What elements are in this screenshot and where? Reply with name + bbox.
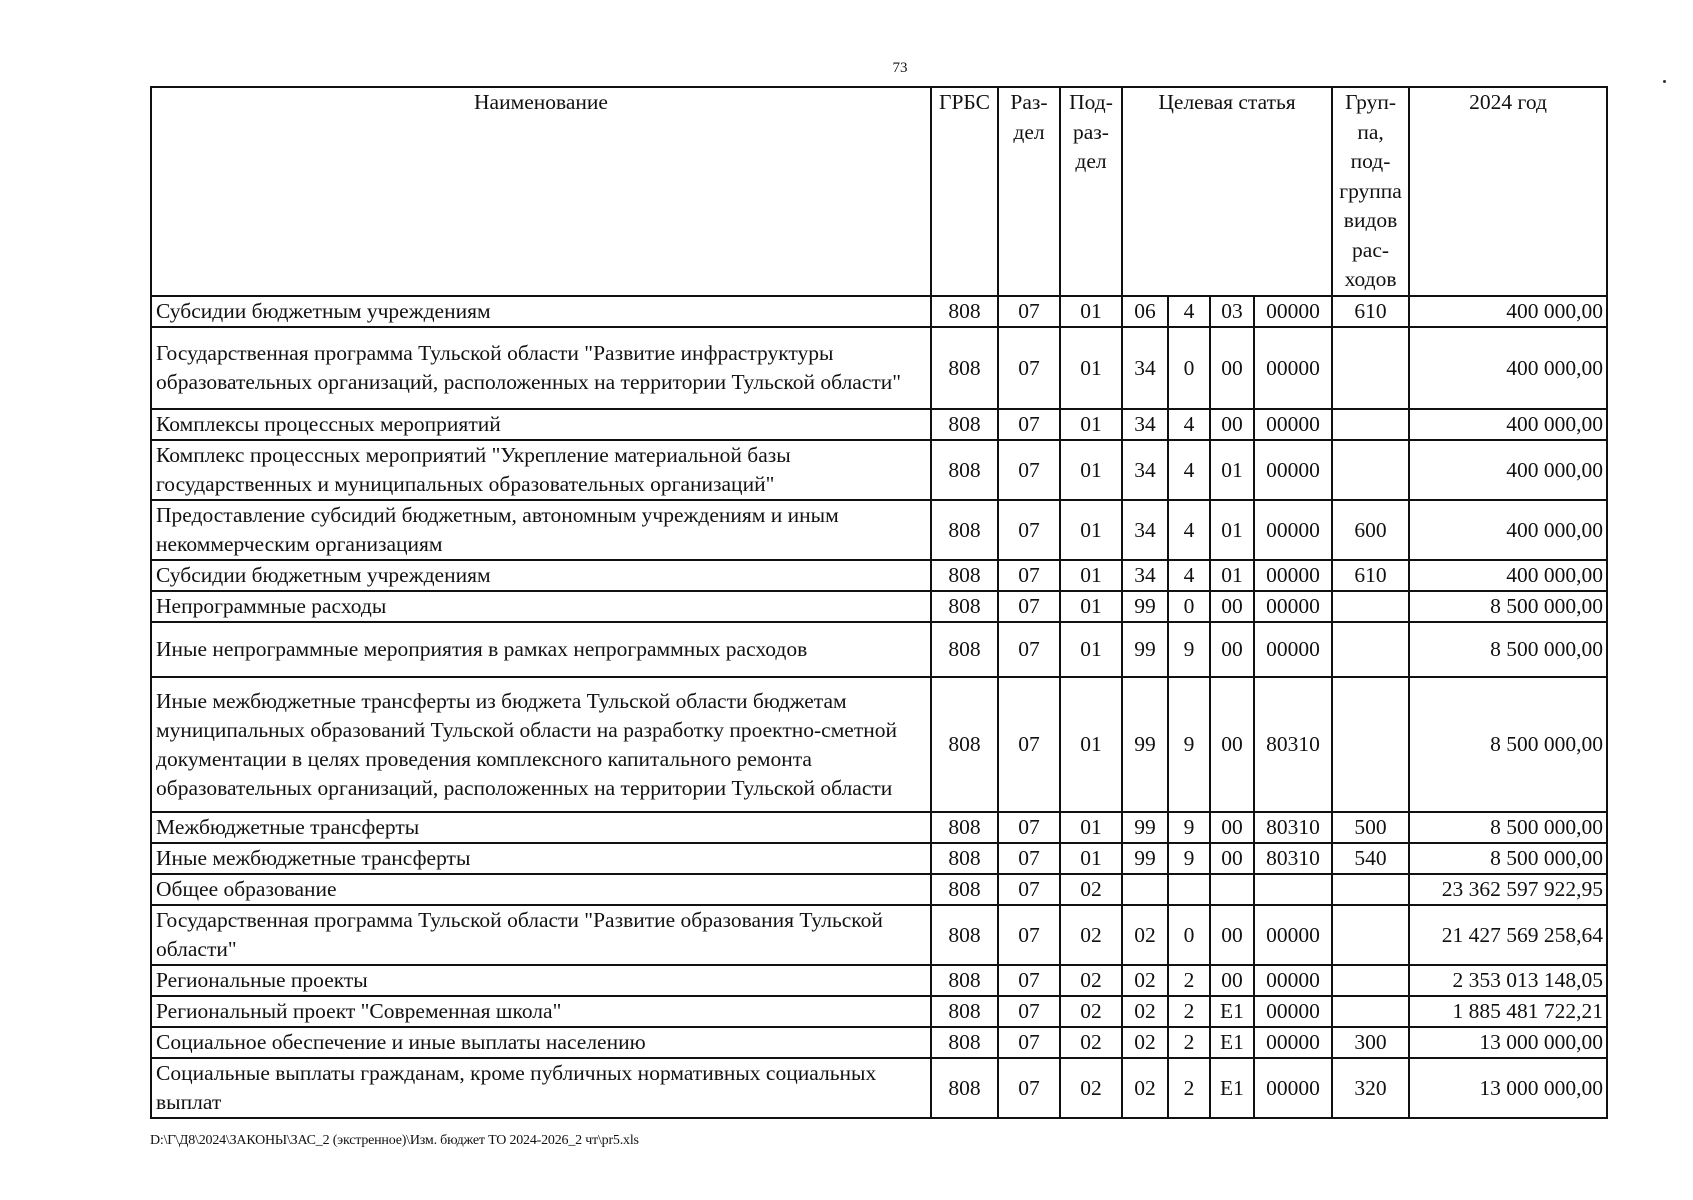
row-grbs: 808	[931, 409, 998, 440]
row-target-element: 00	[1210, 409, 1254, 440]
row-razdel: 07	[998, 327, 1060, 409]
row-target-direction: 00000	[1254, 500, 1332, 560]
table-row	[151, 1027, 1607, 1058]
row-podrazdel: 01	[1060, 500, 1122, 560]
row-name: Субсидии бюджетным учреждениям	[151, 560, 931, 591]
row-target-program: 02	[1122, 905, 1168, 965]
row-name: Региональный проект "Современная школа"	[151, 996, 931, 1027]
row-target-type: 2	[1168, 965, 1210, 996]
row-target-program: 99	[1122, 843, 1168, 874]
row-expense-group: 500	[1332, 812, 1409, 843]
row-podrazdel: 02	[1060, 1027, 1122, 1058]
header-grbs: ГРБС	[931, 87, 998, 296]
row-grbs: 808	[931, 560, 998, 591]
row-target-program: 06	[1122, 296, 1168, 327]
row-target-element: 00	[1210, 677, 1254, 812]
row-target-element: 00	[1210, 812, 1254, 843]
row-target-direction: 00000	[1254, 622, 1332, 677]
row-razdel: 07	[998, 905, 1060, 965]
row-podrazdel: 01	[1060, 843, 1122, 874]
row-amount: 8 500 000,00	[1409, 622, 1607, 677]
row-razdel: 07	[998, 874, 1060, 905]
row-grbs: 808	[931, 500, 998, 560]
row-target-element: 00	[1210, 905, 1254, 965]
row-target-program: 34	[1122, 560, 1168, 591]
row-target-direction: 00000	[1254, 1027, 1332, 1058]
row-razdel: 07	[998, 591, 1060, 622]
row-target-direction: 00000	[1254, 591, 1332, 622]
row-target-program: 34	[1122, 409, 1168, 440]
row-podrazdel: 01	[1060, 812, 1122, 843]
table-row	[151, 812, 1607, 843]
header-row	[151, 87, 1607, 296]
row-razdel: 07	[998, 996, 1060, 1027]
row-grbs: 808	[931, 965, 998, 996]
row-expense-group	[1332, 905, 1409, 965]
row-target-direction: 00000	[1254, 440, 1332, 500]
row-razdel: 07	[998, 622, 1060, 677]
row-target-type	[1168, 874, 1210, 905]
page-number: 73	[892, 60, 908, 76]
row-name: Государственная программа Тульской области "Развитие образования Тульской области"	[151, 905, 931, 965]
row-razdel: 07	[998, 500, 1060, 560]
row-razdel: 07	[998, 843, 1060, 874]
row-amount: 8 500 000,00	[1409, 843, 1607, 874]
row-grbs: 808	[931, 440, 998, 500]
row-target-element: 00	[1210, 843, 1254, 874]
row-grbs: 808	[931, 622, 998, 677]
row-target-program: 02	[1122, 965, 1168, 996]
row-name: Комплексы процессных мероприятий	[151, 409, 931, 440]
row-expense-group: 300	[1332, 1027, 1409, 1058]
row-amount: 13 000 000,00	[1409, 1027, 1607, 1058]
row-target-element: 00	[1210, 622, 1254, 677]
table-row	[151, 296, 1607, 327]
row-amount: 21 427 569 258,64	[1409, 905, 1607, 965]
table-row	[151, 440, 1607, 500]
row-podrazdel: 01	[1060, 409, 1122, 440]
row-target-type: 4	[1168, 500, 1210, 560]
row-target-direction: 00000	[1254, 409, 1332, 440]
row-grbs: 808	[931, 677, 998, 812]
row-target-program: 99	[1122, 812, 1168, 843]
row-amount: 400 000,00	[1409, 560, 1607, 591]
row-target-element: 00	[1210, 965, 1254, 996]
row-target-direction: 00000	[1254, 905, 1332, 965]
row-grbs: 808	[931, 996, 998, 1027]
row-razdel: 07	[998, 409, 1060, 440]
row-target-element: 01	[1210, 440, 1254, 500]
row-grbs: 808	[931, 905, 998, 965]
row-target-type: 9	[1168, 677, 1210, 812]
row-expense-group: 610	[1332, 296, 1409, 327]
row-razdel: 07	[998, 1027, 1060, 1058]
row-expense-group	[1332, 440, 1409, 500]
row-expense-group	[1332, 965, 1409, 996]
row-expense-group	[1332, 409, 1409, 440]
row-podrazdel: 01	[1060, 622, 1122, 677]
row-name: Межбюджетные трансферты	[151, 812, 931, 843]
row-target-type: 4	[1168, 296, 1210, 327]
row-target-direction: 00000	[1254, 965, 1332, 996]
row-target-program: 99	[1122, 622, 1168, 677]
row-target-direction: 80310	[1254, 677, 1332, 812]
row-target-type: 2	[1168, 996, 1210, 1027]
table-row	[151, 874, 1607, 905]
table-row	[151, 560, 1607, 591]
header-podrazdel: Под- раз- дел	[1060, 87, 1122, 296]
row-target-type: 9	[1168, 622, 1210, 677]
row-target-element: E1	[1210, 996, 1254, 1027]
row-amount: 400 000,00	[1409, 409, 1607, 440]
table-row	[151, 500, 1607, 560]
budget-table	[150, 86, 1608, 1119]
row-target-type: 4	[1168, 409, 1210, 440]
row-target-element: 00	[1210, 327, 1254, 409]
row-amount: 400 000,00	[1409, 296, 1607, 327]
table-row	[151, 843, 1607, 874]
row-razdel: 07	[998, 440, 1060, 500]
row-podrazdel: 01	[1060, 591, 1122, 622]
row-podrazdel: 01	[1060, 440, 1122, 500]
row-target-program: 02	[1122, 1058, 1168, 1118]
file-path-footer: D:\Г\Д8\2024\ЗАКОНЫ\ЗАС_2 (экстренное)\Изм. бюджет ТО 2024-2026_2 чт\pr5.xls	[150, 1133, 639, 1148]
row-podrazdel: 02	[1060, 874, 1122, 905]
row-razdel: 07	[998, 1058, 1060, 1118]
row-expense-group	[1332, 591, 1409, 622]
row-target-direction: 80310	[1254, 843, 1332, 874]
row-podrazdel: 02	[1060, 1058, 1122, 1118]
row-name: Региональные проекты	[151, 965, 931, 996]
row-target-element: E1	[1210, 1027, 1254, 1058]
table-row	[151, 409, 1607, 440]
row-name: Непрограммные расходы	[151, 591, 931, 622]
row-target-type: 4	[1168, 440, 1210, 500]
header-name: Наименование	[151, 87, 931, 296]
row-grbs: 808	[931, 843, 998, 874]
header-target-article: Целевая статья	[1122, 87, 1332, 296]
row-name: Субсидии бюджетным учреждениям	[151, 296, 931, 327]
row-grbs: 808	[931, 591, 998, 622]
row-amount: 8 500 000,00	[1409, 677, 1607, 812]
row-expense-group: 610	[1332, 560, 1409, 591]
table-row	[151, 1058, 1607, 1118]
row-podrazdel: 01	[1060, 560, 1122, 591]
row-name: Государственная программа Тульской области "Развитие инфраструктуры образовательных организаций, расположенных на территории Тульской области"	[151, 327, 931, 409]
row-amount: 400 000,00	[1409, 440, 1607, 500]
header-year: 2024 год	[1409, 87, 1607, 296]
row-grbs: 808	[931, 296, 998, 327]
row-podrazdel: 02	[1060, 996, 1122, 1027]
row-expense-group	[1332, 327, 1409, 409]
row-expense-group: 320	[1332, 1058, 1409, 1118]
row-expense-group	[1332, 874, 1409, 905]
row-razdel: 07	[998, 812, 1060, 843]
row-expense-group: 600	[1332, 500, 1409, 560]
row-target-type: 9	[1168, 843, 1210, 874]
row-name: Общее образование	[151, 874, 931, 905]
scan-mark	[1663, 80, 1666, 83]
row-target-direction: 80310	[1254, 812, 1332, 843]
row-target-element: E1	[1210, 1058, 1254, 1118]
row-target-direction: 00000	[1254, 1058, 1332, 1118]
row-razdel: 07	[998, 296, 1060, 327]
row-grbs: 808	[931, 1027, 998, 1058]
table-row	[151, 677, 1607, 812]
row-target-type: 0	[1168, 905, 1210, 965]
row-target-type: 0	[1168, 591, 1210, 622]
row-target-program: 02	[1122, 996, 1168, 1027]
table-row	[151, 905, 1607, 965]
row-amount: 8 500 000,00	[1409, 812, 1607, 843]
row-amount: 1 885 481 722,21	[1409, 996, 1607, 1027]
row-target-direction: 00000	[1254, 996, 1332, 1027]
row-target-element: 01	[1210, 560, 1254, 591]
row-target-program	[1122, 874, 1168, 905]
row-grbs: 808	[931, 874, 998, 905]
table-row	[151, 965, 1607, 996]
row-target-program: 02	[1122, 1027, 1168, 1058]
row-grbs: 808	[931, 812, 998, 843]
row-target-direction: 00000	[1254, 560, 1332, 591]
row-name: Комплекс процессных мероприятий "Укрепление материальной базы государственных и муниципальных образовательных организаций"	[151, 440, 931, 500]
row-podrazdel: 02	[1060, 965, 1122, 996]
row-name: Социальное обеспечение и иные выплаты населению	[151, 1027, 931, 1058]
table-row	[151, 622, 1607, 677]
row-expense-group	[1332, 677, 1409, 812]
row-name: Предоставление субсидий бюджетным, автономным учреждениям и иным некоммерческим организациям	[151, 500, 931, 560]
row-name: Иные межбюджетные трансферты из бюджета Тульской области бюджетам муниципальных образований Тульской области на разработку проектно-сметной документации в целях проведения комплексного капитального ремонта образовательных организаций, расположенных на территории Тульской области	[151, 677, 931, 812]
row-target-program: 34	[1122, 500, 1168, 560]
row-amount: 400 000,00	[1409, 327, 1607, 409]
row-target-direction	[1254, 874, 1332, 905]
row-target-element: 03	[1210, 296, 1254, 327]
row-razdel: 07	[998, 965, 1060, 996]
row-podrazdel: 02	[1060, 905, 1122, 965]
row-name: Иные межбюджетные трансферты	[151, 843, 931, 874]
row-amount: 400 000,00	[1409, 500, 1607, 560]
row-grbs: 808	[931, 327, 998, 409]
row-amount: 13 000 000,00	[1409, 1058, 1607, 1118]
row-target-type: 4	[1168, 560, 1210, 591]
row-razdel: 07	[998, 677, 1060, 812]
row-target-type: 9	[1168, 812, 1210, 843]
row-target-program: 34	[1122, 440, 1168, 500]
row-target-type: 2	[1168, 1058, 1210, 1118]
table-row	[151, 327, 1607, 409]
table-row	[151, 591, 1607, 622]
table-body	[151, 296, 1607, 1118]
row-expense-group: 540	[1332, 843, 1409, 874]
row-amount: 2 353 013 148,05	[1409, 965, 1607, 996]
row-target-program: 99	[1122, 677, 1168, 812]
row-podrazdel: 01	[1060, 327, 1122, 409]
row-target-program: 34	[1122, 327, 1168, 409]
row-name: Иные непрограммные мероприятия в рамках непрограммных расходов	[151, 622, 931, 677]
row-target-type: 0	[1168, 327, 1210, 409]
row-target-element: 01	[1210, 500, 1254, 560]
row-target-type: 2	[1168, 1027, 1210, 1058]
row-target-element	[1210, 874, 1254, 905]
row-grbs: 808	[931, 1058, 998, 1118]
table-row	[151, 996, 1607, 1027]
row-amount: 8 500 000,00	[1409, 591, 1607, 622]
row-expense-group	[1332, 622, 1409, 677]
row-podrazdel: 01	[1060, 677, 1122, 812]
row-target-direction: 00000	[1254, 296, 1332, 327]
row-podrazdel: 01	[1060, 296, 1122, 327]
row-razdel: 07	[998, 560, 1060, 591]
row-target-element: 00	[1210, 591, 1254, 622]
header-razdel: Раз- дел	[998, 87, 1060, 296]
header-expense-group: Груп- па, под- группа видов рас- ходов	[1332, 87, 1409, 296]
row-name: Социальные выплаты гражданам, кроме публичных нормативных социальных выплат	[151, 1058, 931, 1118]
row-amount: 23 362 597 922,95	[1409, 874, 1607, 905]
row-target-direction: 00000	[1254, 327, 1332, 409]
row-expense-group	[1332, 996, 1409, 1027]
row-target-program: 99	[1122, 591, 1168, 622]
